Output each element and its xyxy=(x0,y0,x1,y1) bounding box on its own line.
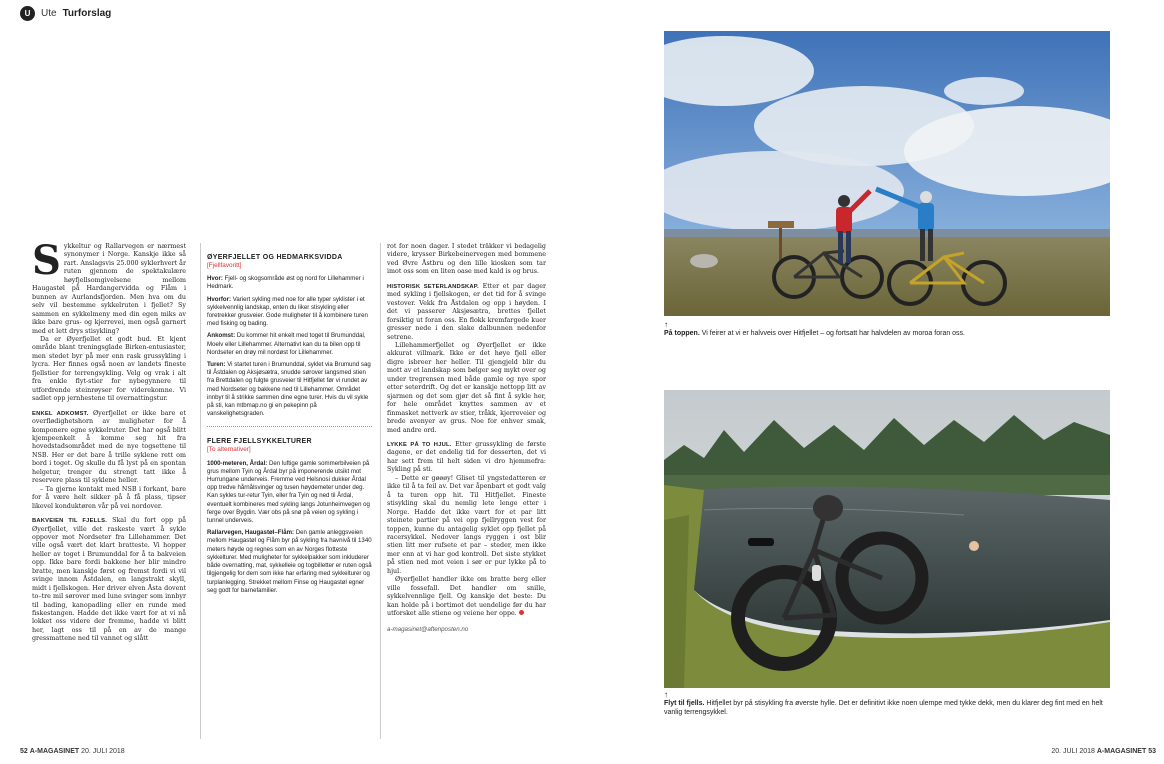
magazine-name-left: A-MAGASINET xyxy=(29,748,80,755)
section-name: Ute xyxy=(41,8,57,19)
paragraph: Da er Øyerfjellet et godt bud. Et kjent område blant treningsglade Birken-entusiaster, men stedet byr på mer enn rask grussykling i lycra. Her finnes også noen av landets fineste fjellstier for terrengsykling. Velg og vrak i alt fra enkle flyt-stier for nybegynnere til utfordrende steinrøyser for viderekomne. Vi sadlet opp jernhestene til overnattingstur. xyxy=(32,335,186,403)
fact-label: Rallarvegen, Haugastøl–Flåm: xyxy=(207,529,295,537)
up-arrow-icon: ↑ xyxy=(664,690,668,699)
fact-label: Hvorfor: xyxy=(207,295,232,303)
paragraph-text: Etter grussykling de første dagene, er det endelig tid for desserten, det vi har sett frem til helt siden vi dro hjemmefra: Sykling på sti. xyxy=(387,440,546,474)
photo-river-bike xyxy=(664,390,1110,688)
section-label xyxy=(20,6,111,21)
fact-label: Hvor: xyxy=(207,275,223,283)
drop-cap: S xyxy=(32,243,61,284)
subheading: HISTORISK SETERLANDSKAP. xyxy=(387,283,479,290)
page-number-right: 53 xyxy=(1148,748,1156,755)
end-mark-icon xyxy=(519,610,524,615)
fact-item xyxy=(207,460,372,526)
photo-caption-2 xyxy=(664,690,1112,717)
issue-date-left: 20. JULI 2018 xyxy=(81,748,125,755)
paragraph-text: Øyerfjellet er ikke bare et overflødighetshorn av muligheter for å komponere egne sykkelruter. Det har også blitt kjempeenkelt å komme seg hit fra hovedstadsområdet med de nye togsettene til NSB. Her er det bare å trille syklene rett om bord i toget. Og skulle du få lyst på en spontan helgetur, trenger du strengt tatt ikke å reservere plass til syklene heller. xyxy=(32,409,186,485)
paragraph xyxy=(32,517,186,644)
photo-caption-1 xyxy=(664,320,1112,338)
caption-lead: Flyt til fjells. xyxy=(664,700,705,707)
article-column-1 xyxy=(32,243,186,739)
page-number-left: 52 xyxy=(20,748,28,755)
up-arrow-icon: ↑ xyxy=(664,320,668,329)
fact-item xyxy=(207,275,372,291)
paragraph: – Ta gjerne kontakt med NSB i forkant, bare for å være helt sikker på å få plass, tipser likevel konduktøren vår på vei nordover. xyxy=(32,485,186,510)
fact-item xyxy=(207,332,372,357)
fact-text: Fjell- og skogsområde øst og nord for Lillehammer i Hedmark. xyxy=(207,275,364,291)
magazine-name-right: A-MAGASINET xyxy=(1096,748,1147,755)
subheading: ENKEL ADKOMST. xyxy=(32,410,89,417)
fact-box-subtitle: [Fjellfavoritt] xyxy=(207,262,242,269)
fact-text: Den luftige gamle sommerbilveien på grus mellom Tyin og Årdal byr på imponerende utsikt mot Hurrungane underveis. Fremme ved Helsnosi dukker Årdal opp tredve hårnålsvinger og tusen høydemeter under deg. Kan sykles tur-retur Tyin, eller fra Tyin og ned til Årdal, eventuelt kombineres med sykling langs Jotunheimvegen og ferge over Bygdin. Vær obs på snø på veien og sykling i tunnel underveis. xyxy=(207,459,370,525)
paragraph xyxy=(387,283,546,342)
folio-left xyxy=(20,748,125,755)
fact-label: Turen: xyxy=(207,361,226,369)
caption-text: Hitfjellet byr på stisykling fra øverste hylle. Det er definitivt ikke noen ulempe med tykke dekk, men du klarer deg fint med en helt vanlig terrengsykkel. xyxy=(664,700,1103,716)
photo-river-bike-image xyxy=(664,390,1110,688)
issue-date-right: 20. JULI 2018 xyxy=(1051,748,1095,755)
intro-text: ykkeltur og Rallarvegen er nærmest synonymer i Norge. Kanskje ikke så rart. Anslagsvis 25.000 syklerhvert år ruten gjennom de spektakulære høyfjellsomgivelsene mellom Haugastøl på Hardangervidda og Flåm i bunnen av Aurlandsfjorden. Men hva om du selv vil bestemme sykkelruten i fjellet? Sy sammen en sykkelmeny med din egen miks av ikke bare grus- og kjerrevei, men også garnert med et lett drys stisykling? xyxy=(32,243,186,335)
fact-box-column xyxy=(200,243,372,739)
section-badge: U xyxy=(20,6,35,21)
fact-box-subtitle: [To alternativer] xyxy=(207,446,251,454)
paragraph: – Dette er gøøøy! Gliset til yngstedatteren er ikke til å ta feil av. Det var åpenbart et godt valg å ta turen opp hit. Til Hitfjellet. Fineste stisykling skal du nemlig lete lenge etter i Norge. Hadde det ikke vært for et par litt steinete partier på vei opp fjellryggen vest for toppen, kunne du antagelig syklet opp fjellet på racersykkel. Nedover langs ryggen i ost blir stien litt mer rufsete et par – steder, men ikke mer enn at vi har god kontroll. Det siste stykket på stien ned mot veien i sør er pur lykke på to hjul. xyxy=(387,474,546,575)
caption-lead: På toppen. xyxy=(664,330,700,337)
article-column-3 xyxy=(380,243,546,739)
paragraph: Lillehammerfjellet og Øyerfjellet er ikke akkurat villmark. Ikke er det høye fjell eller digre isbreer her heller. Til gjengjeld blir du mott av et landskap som bølger seg mykt over og under tregrensen med både gamle og nye spor etter seterdrift. Og det er kanskje nettopp litt av sjarmen og det som gjør det så fint å sykle her, for hele området knyttes sammen av et finmasket nettverk av stier, tråkk, kjerreveier og brede avenyer av grus. Noe for enhver smak, med andre ord. xyxy=(387,341,546,434)
fact-text: Den gamle anleggsveien mellom Haugastøl og Flåm byr på sykling fra havnivå til 1340 meters høyde og regnes som en av Norges flotteste sykkelturer. Med muligheter for sykkelpakker som inkluderer både overnatting, mat, sykkelleie og togbilletter er ruten også tilgjengelig for dem som ikke har erfaring med sykkelturer og turplanlegging. Strekket mellom Finse og Haugastøl egner seg godt for barnefamilier. xyxy=(207,529,372,594)
fact-item xyxy=(207,296,372,329)
fact-item xyxy=(207,361,372,418)
paragraph xyxy=(387,441,546,475)
section-topic: Turforslag xyxy=(62,8,112,19)
fact-item xyxy=(207,529,372,595)
caption-text: Vi feirer at vi er halvveis over Hitfjellet – og fortsatt har halvdelen av moroa foran oss. xyxy=(701,330,966,337)
subheading: LYKKE PÅ TO HJUL. xyxy=(387,441,452,448)
photo-mountain-top-image xyxy=(664,31,1110,316)
fact-text: Vi startet turen i Brumunddal, syklet via Brumund sag til Åstdalen og Aksjøsætra, snudde sørover langsmed stien fra Brettdalen og fulgte grusveier til Hitfjellet før vi rundet av med Nordseter og bakkene ned til Lillehammer. Området innbyr til å strikke sammen dine egne turer. Hvis du vil sykle på sti, kan mtbmap.no gi en pekepinn på vanskelighetsgraden. xyxy=(207,361,371,418)
paragraph xyxy=(387,576,546,618)
paragraph-text: Etter et par dager med sykling i fjellskogen, er det tid for å svinge vestover. Vekk fra Åstdalen og opp i høyden. I det vi passerer Aksjøsætra, brettes fjellet forsiktig ut foran oss. En flokk kremfargede kuer gresser nede i den slake dalbunnen nedenfor setrene. xyxy=(387,282,546,341)
divider xyxy=(207,426,372,427)
fact-text: Variert sykling med noe for alle typer syklister i et sykkelvennlig landskap, enten du liker stisykling eller foretrekker grusveier. Gode muligheter til å kombinere turen med fisking og bading. xyxy=(207,295,368,328)
photo-mountain-top xyxy=(664,31,1110,316)
paragraph: rot for noen dager. I stedet tråkker vi bedagelig videre, krysser Birkebeinervegen med bommene ved Øvre Åstbru og den lille kiosken som tar imot oss som en liten oase med kald is og brus. xyxy=(387,243,546,276)
fact-box-title: ØYERFJELLET OG HEDMARKSVIDDA xyxy=(207,254,343,261)
author-email: a-magasinet@aftenposten.no xyxy=(387,626,469,634)
fact-text: Du kommer hit enkelt med toget til Brumunddal, Moelv eller Lillehammer. Alternativt kan du ta bilen opp til Nordseter en drøy mil nordøst for Lillehammer. xyxy=(207,332,366,356)
fact-label: 1000-meteren, Årdal: xyxy=(207,459,268,467)
intro-paragraph xyxy=(32,243,186,336)
paragraph-text: Øyerfjellet handler ikke om bratte berg eller ville fossefall. Det handler om snille, sykkelvennlige fjell. Og kanskje det beste: Du kan holde på i bortimot det uendelige før du har utforsket alle stiene og veiene her oppe. xyxy=(387,576,546,618)
fact-label: Ankomst: xyxy=(207,332,236,340)
paragraph xyxy=(32,410,186,486)
subheading: BAKVEIEN TIL FJELLS. xyxy=(32,518,108,525)
folio-right xyxy=(1051,748,1156,755)
paragraph-text: Skal du fort opp på Øyerfjellet, ville det raskeste vært å sykle oppover mot Nordseter fra Lillehammer. Det ville også vært det klart bratteste. Vi hopper heller av toget i Brumunddal for å ta bakveien opp. Ikke bare fordi bakkene her blir mindre bratte, men kanskje først og fremst fordi vi vil svinge innom Åstdalen, en langstrakt skyll, midt i fjellskogen. Her driver elven Åsta dovent to–tre mil sørover med lune svinger som innbyr til bading, kanopadling eller en runde med fiskestangen. Hadde det ikke vært for at vi nå lokket oss videre der fremme, hadde vi blitt her, lagt oss til på en av de mange gressmattene ned til vannet og slått xyxy=(32,517,186,643)
fact-box-title: FLERE FJELLSYKKELTURER xyxy=(207,438,312,446)
